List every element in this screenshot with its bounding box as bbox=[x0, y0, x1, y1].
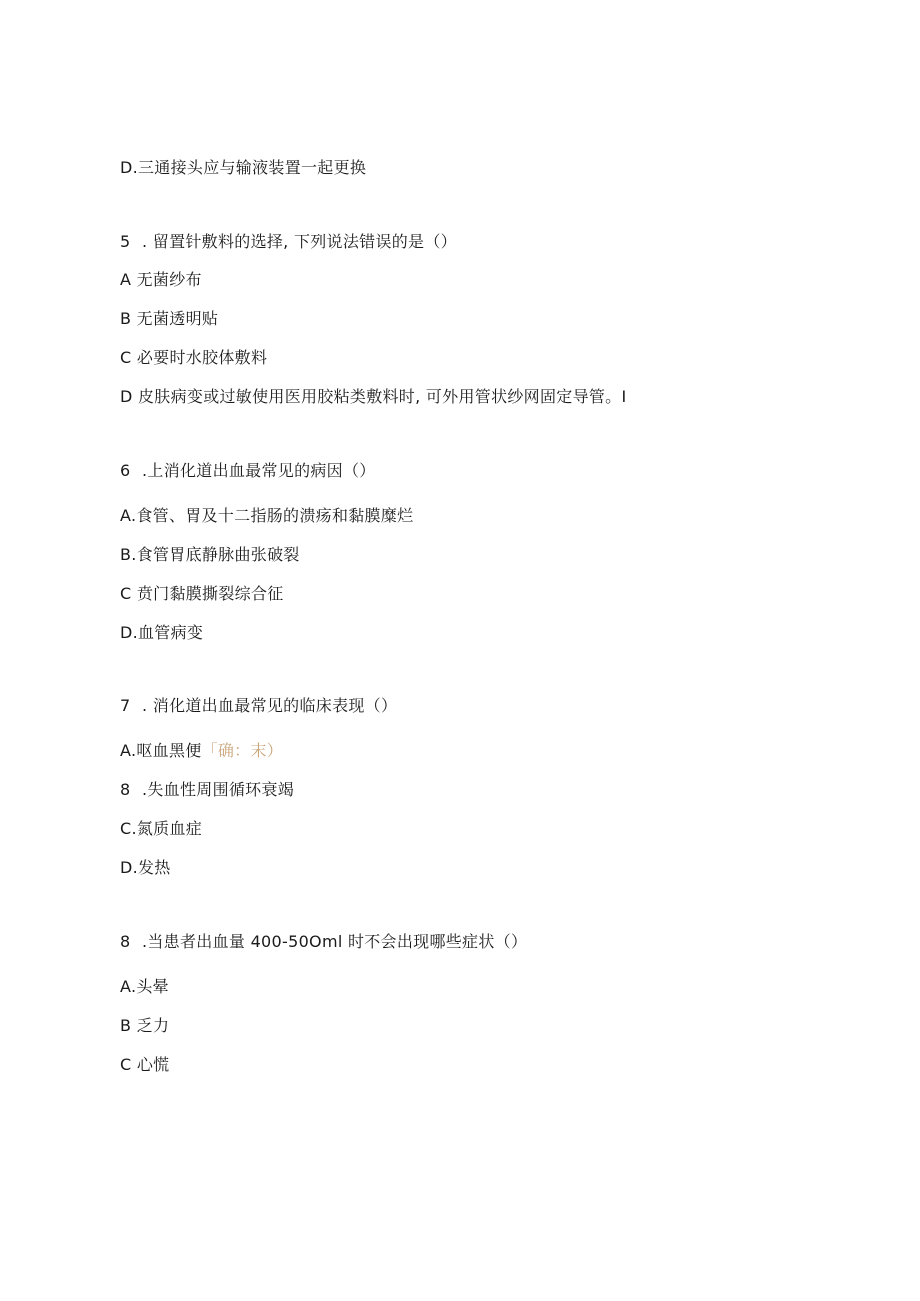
option-text: B.食管胃底静脉曲张破裂 bbox=[120, 545, 300, 564]
option-line bbox=[120, 858, 171, 878]
question-6 bbox=[120, 461, 376, 481]
option-text: A.呕血黑便 bbox=[120, 741, 202, 760]
question-number: 7 bbox=[120, 696, 131, 715]
option-line bbox=[120, 506, 413, 526]
option-line bbox=[120, 270, 202, 290]
question-7 bbox=[120, 696, 397, 716]
option-line bbox=[120, 309, 218, 329]
answer-annotation: 「确：末） bbox=[201, 741, 284, 760]
option-line bbox=[120, 545, 300, 565]
option-line bbox=[120, 584, 284, 604]
question-8 bbox=[120, 932, 527, 952]
option-line bbox=[120, 1055, 169, 1075]
option-line bbox=[120, 348, 267, 368]
option-text: A 无菌纱布 bbox=[120, 270, 202, 289]
option-number: 8 bbox=[120, 780, 131, 799]
option-text: B 乏力 bbox=[120, 1016, 170, 1035]
question-5 bbox=[120, 232, 457, 252]
question-text: . 消化道出血最常见的临床表现（） bbox=[142, 696, 398, 715]
option-line bbox=[120, 741, 283, 761]
option-line bbox=[120, 623, 203, 643]
option-text: A.头晕 bbox=[120, 977, 169, 996]
option-text: C 必要时水胶体敷料 bbox=[120, 348, 268, 367]
option-text: .失血性周围循环衰竭 bbox=[142, 780, 295, 799]
option-line bbox=[120, 387, 627, 407]
option-text: D 皮肤病变或过敏使用医用胶粘类敷料时, 可外用管状纱网固定导管。I bbox=[120, 387, 627, 406]
question-number: 8 bbox=[120, 932, 131, 951]
option-text: C 贲门黏膜撕裂综合征 bbox=[120, 584, 284, 603]
question-number: 6 bbox=[120, 461, 131, 480]
question-text: .上消化道出血最常见的病因（） bbox=[142, 461, 376, 480]
option-line bbox=[120, 780, 294, 800]
option-text: D.三通接头应与输液装置一起更换 bbox=[120, 158, 367, 177]
option-text: D.血管病变 bbox=[120, 623, 204, 642]
option-text: B 无菌透明贴 bbox=[120, 309, 219, 328]
option-line bbox=[120, 158, 366, 178]
option-text: A.食管、胃及十二指肠的溃疡和黏膜糜烂 bbox=[120, 506, 414, 525]
option-line bbox=[120, 1016, 169, 1036]
question-text: . 留置针敷料的选择, 下列说法错误的是（） bbox=[142, 232, 457, 251]
option-line bbox=[120, 977, 169, 997]
option-text: D.发热 bbox=[120, 858, 171, 877]
option-text: C.氮质血症 bbox=[120, 819, 203, 838]
question-text: .当患者出血量 400-50Oml 时不会出现哪些症状（） bbox=[142, 932, 528, 951]
option-line bbox=[120, 819, 202, 839]
option-text: C 心慌 bbox=[120, 1055, 170, 1074]
question-number: 5 bbox=[120, 232, 131, 251]
